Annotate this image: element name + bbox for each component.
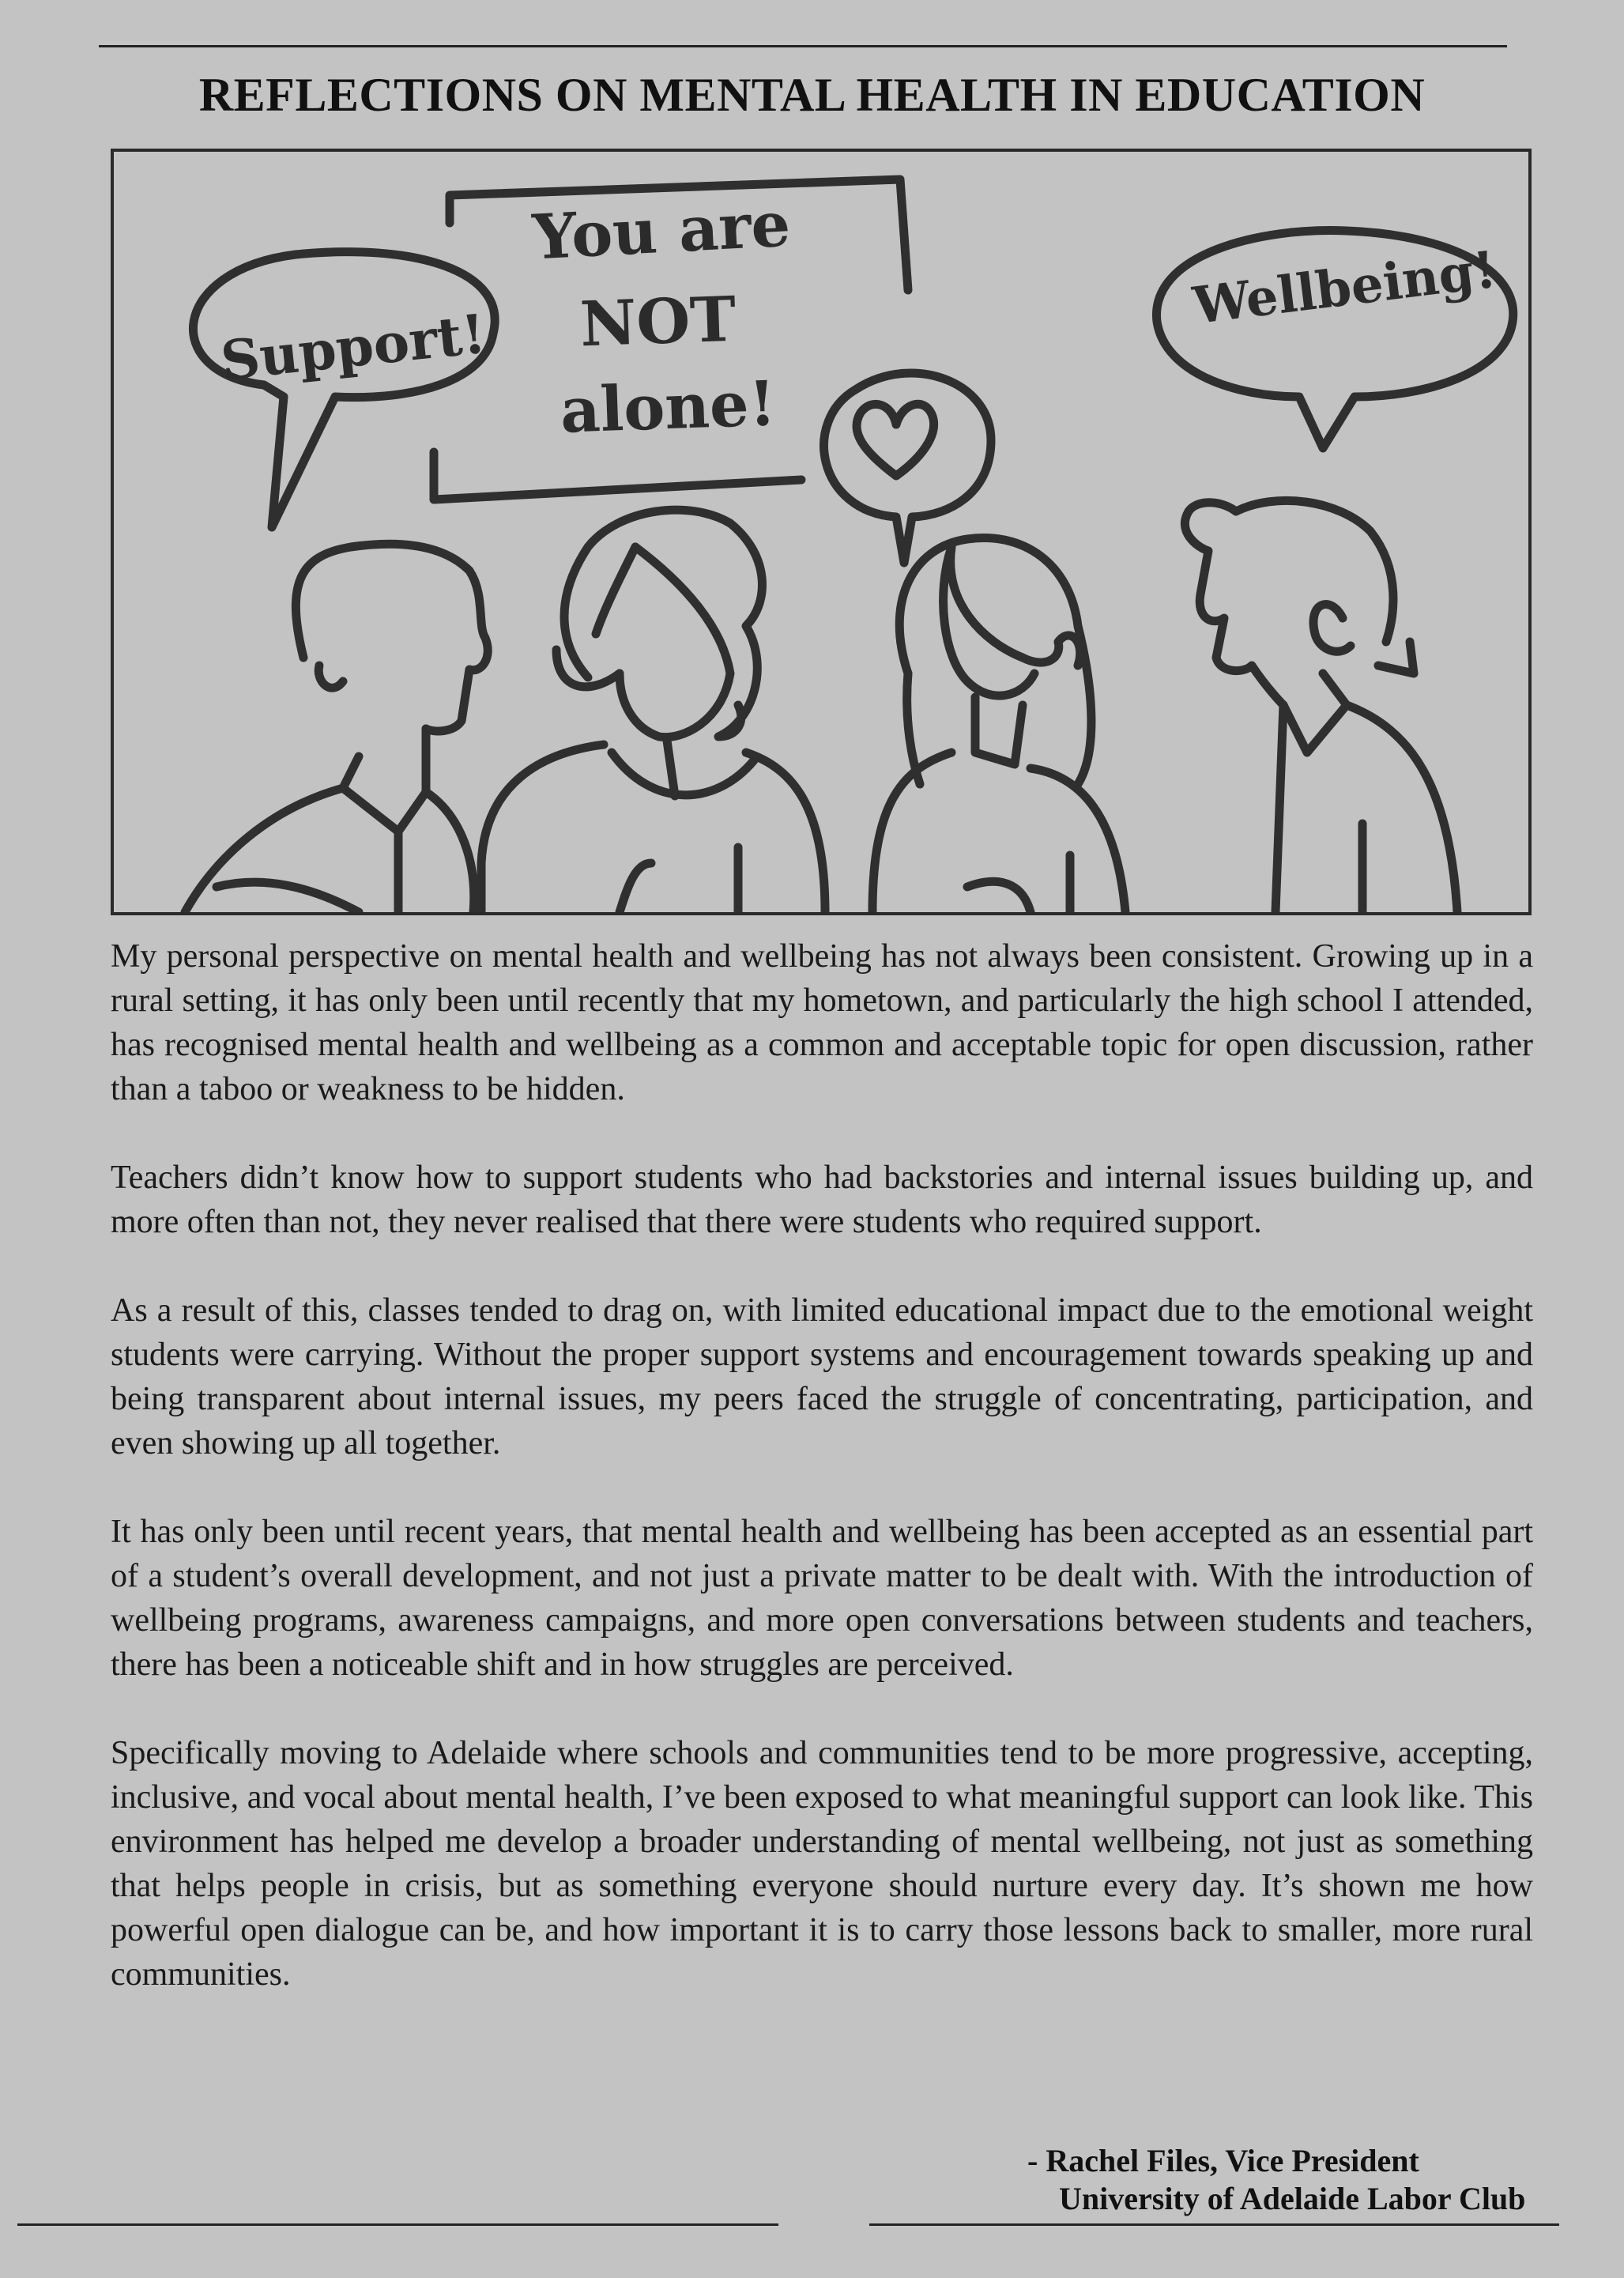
bottom-rule-right: [869, 2223, 1559, 2226]
paragraph-4: It has only been until recent years, that mental health and wellbeing has been accepted as an essential part of a student’s overall development, and not just a private matter to be dealt with. With the introduction of wellbeing programs, awareness campaigns, and more open conversations between students and teachers, there has been a noticeable shift and in how struggles are perceived.: [111, 1514, 1533, 1683]
sign-text-line1: You are: [530, 188, 793, 274]
article-body: [111, 934, 1533, 2041]
paragraph-5: Specifically moving to Adelaide where schools and communities tend to be more progressive, accepting, inclusive, and vocal about mental health, I’ve been exposed to what meaningful support can look like. This environment has helped me develop a broader understanding of mental wellbeing, not just as something that helps people in crisis, but as something everyone should nurture every day. It’s shown me how powerful open dialogue can be, and how important it is to carry those lessons back to smaller, more rural communities.: [111, 1735, 1533, 1993]
signature: [1027, 2142, 1581, 2218]
top-rule: [99, 45, 1507, 47]
support-text: Support!: [217, 302, 489, 394]
person-4: [1185, 500, 1457, 912]
bottom-rule-left: [17, 2223, 778, 2226]
person-1: [185, 544, 488, 912]
person-2: [481, 510, 825, 912]
sign-text-line2: NOT: [578, 283, 737, 361]
wellbeing-text: Wellbeing!: [1189, 239, 1500, 337]
paragraph-3: As a result of this, classes tended to drag on, with limited educational impact due to the emotional weight students were carrying. Without the proper support systems and encouragement towards speaking up and being transparent about internal issues, my peers faced the struggle of concentrating, participation, and even showing up all together.: [111, 1292, 1533, 1461]
illustration: [111, 149, 1532, 915]
signature-name: - Rachel Files, Vice President: [1027, 2143, 1419, 2178]
page-title: REFLECTIONS ON MENTAL HEALTH IN EDUCATION: [198, 69, 1426, 121]
sign-text-line3: alone!: [559, 368, 778, 447]
paragraph-1: My personal perspective on mental health and wellbeing has not always been consistent. Growing up in a rural setting, it has only been until recently that my hometown, and particularly the high school I attended, has recognised mental health and wellbeing as a common and acceptable topic for open discussion, rather than a taboo or weakness to be hidden.: [111, 938, 1533, 1107]
person-3: [872, 537, 1125, 912]
heart-icon: [857, 404, 934, 476]
paragraph-2: Teachers didn’t know how to support students who had backstories and internal issues building up, and more often than not, they never realised that there were students who required support.: [111, 1160, 1533, 1240]
signature-organisation: University of Adelaide Labor Club: [1059, 2181, 1526, 2216]
